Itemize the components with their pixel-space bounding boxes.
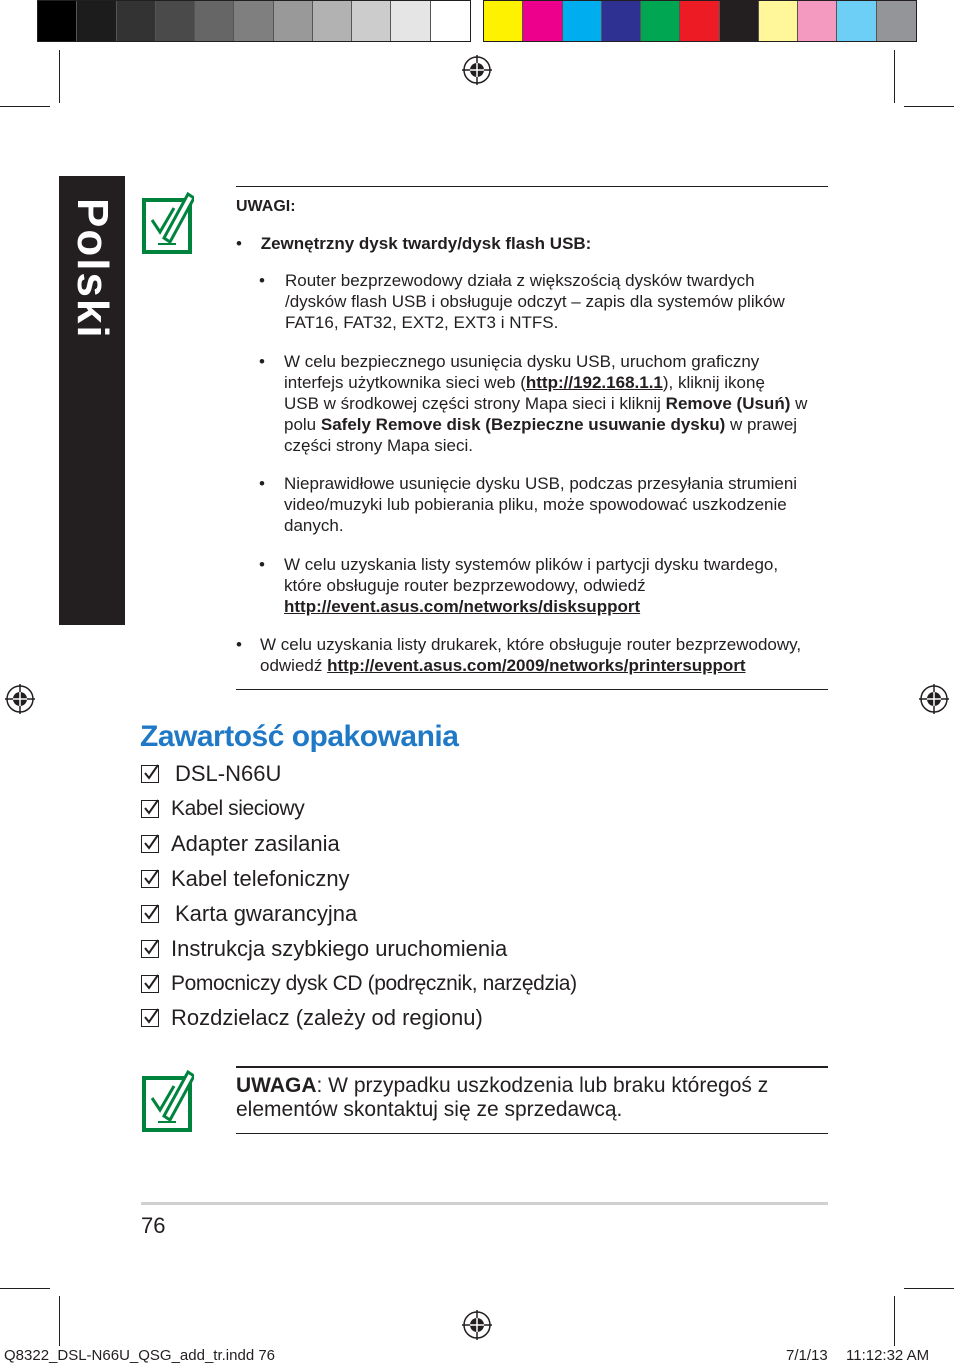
package-item-label: Karta gwarancyjna xyxy=(175,901,358,926)
text-line: FAT16, FAT32, EXT2, EXT3 i NTFS. xyxy=(285,313,559,332)
color-swatch xyxy=(563,1,602,41)
package-item xyxy=(141,760,281,788)
language-side-tab xyxy=(59,176,125,625)
crop-mark xyxy=(0,106,50,107)
package-item xyxy=(141,900,357,928)
print-time: 11:12:32 AM xyxy=(846,1347,930,1364)
color-swatch xyxy=(484,1,523,41)
color-swatch xyxy=(837,1,876,41)
color-swatch xyxy=(117,1,156,41)
print-file-info: Q8322_DSL-N66U_QSG_add_tr.indd 76 xyxy=(4,1347,276,1364)
registration-mark-icon xyxy=(919,684,949,714)
package-item xyxy=(141,935,507,963)
bullet-dot: • xyxy=(236,234,242,253)
checkbox-checked-icon xyxy=(141,835,159,853)
checkbox-checked-icon xyxy=(141,940,159,958)
crop-mark xyxy=(59,1296,60,1346)
safely-remove-label: Safely Remove disk (Bezpieczne usuwanie dysku) xyxy=(320,415,726,434)
crop-mark xyxy=(904,1288,954,1289)
package-item-label: Pomocniczy dysk CD (podręcznik, narzędzia) xyxy=(171,972,577,995)
color-swatch xyxy=(798,1,837,41)
color-swatch xyxy=(234,1,273,41)
color-swatch xyxy=(352,1,391,41)
color-swatch xyxy=(877,1,916,41)
package-item xyxy=(141,970,577,998)
registration-mark-icon xyxy=(462,55,492,85)
crop-mark xyxy=(904,106,954,107)
text-span: polu xyxy=(284,415,321,434)
page-number: 76 xyxy=(141,1213,166,1238)
sub-bullet-dot: • xyxy=(259,271,265,290)
color-swatch xyxy=(195,1,234,41)
printer-support-link[interactable]: http://event.asus.com/2009/networks/printersupport xyxy=(327,656,746,675)
crop-mark xyxy=(894,50,895,103)
language-label: Polski xyxy=(68,198,117,340)
checkbox-checked-icon xyxy=(141,800,159,818)
crop-mark xyxy=(59,50,60,103)
note-pencil-icon xyxy=(140,188,194,254)
checkbox-checked-icon xyxy=(141,870,159,888)
package-item-label: Adapter zasilania xyxy=(171,831,340,856)
package-item-label: Kabel telefoniczny xyxy=(171,866,350,891)
text-line: W celu bezpiecznego usunięcia dysku USB, uruchom graficzny xyxy=(284,352,760,371)
text-line: W celu uzyskania listy drukarek, które obsługuje router bezprzewodowy, xyxy=(260,635,802,654)
notes-bullet xyxy=(236,233,591,254)
sub-bullet-text-3 xyxy=(284,473,829,536)
color-swatch xyxy=(313,1,352,41)
package-item-label: Kabel sieciowy xyxy=(171,797,305,820)
text-line: elementów skontaktuj się ze sprzedawcą. xyxy=(236,1098,623,1121)
color-swatch xyxy=(759,1,798,41)
text-line: danych. xyxy=(284,516,344,535)
bullet-title: Zewnętrzny dysk twardy/dysk flash USB: xyxy=(260,234,592,253)
checkbox-checked-icon xyxy=(141,1009,159,1027)
color-swatch xyxy=(641,1,680,41)
text-line: Router bezprzewodowy działa z większością dysków twardych xyxy=(285,271,755,290)
text-line: Nieprawidłowe usunięcie dysku USB, podczas przesyłania strumieni xyxy=(284,474,798,493)
text-line: /dysków flash USB i obsługuje odczyt – zapis dla systemów plików xyxy=(285,292,785,311)
package-item-label: Rozdzielacz (zależy od regionu) xyxy=(171,1005,483,1030)
text-span: USB w środkowej części strony Mapa sieci i kliknij xyxy=(284,394,666,413)
package-item xyxy=(141,865,350,893)
package-item xyxy=(141,1004,483,1032)
text-span: w xyxy=(790,394,808,413)
package-item xyxy=(141,830,340,858)
warning-label: UWAGA xyxy=(236,1074,317,1097)
sub-bullet-text-4 xyxy=(284,554,829,617)
package-item-label: Instrukcja szybkiego uruchomienia xyxy=(171,936,508,961)
color-swatch xyxy=(431,1,470,41)
color-swatch xyxy=(38,1,77,41)
text-line xyxy=(260,655,830,676)
text-span: odwiedź xyxy=(260,656,328,675)
sub-bullet-text-2 xyxy=(284,351,829,456)
text-line: które obsługuje router bezprzewodowy, odwiedź xyxy=(284,576,646,595)
package-item-label: DSL-N66U xyxy=(175,761,282,786)
package-item xyxy=(141,795,304,823)
text-span: ), kliknij ikonę xyxy=(662,373,765,392)
checkbox-checked-icon xyxy=(141,905,159,923)
print-date: 7/1/13 xyxy=(786,1347,828,1364)
text-line: W celu uzyskania listy systemów plików i partycji dysku twardego, xyxy=(284,555,779,574)
notes-bullet-2 xyxy=(260,634,830,676)
text-span: w prawej xyxy=(725,415,798,434)
checkbox-checked-icon xyxy=(141,765,159,783)
crop-mark xyxy=(894,1296,895,1346)
text-line xyxy=(284,393,829,414)
sub-bullet-dot: • xyxy=(259,474,265,493)
text-span: interfejs użytkownika sieci web ( xyxy=(284,373,526,392)
package-contents-title: Zawartość opakowania xyxy=(140,720,459,753)
remove-label: Remove (Usuń) xyxy=(665,394,791,413)
disk-support-link[interactable]: http://event.asus.com/networks/disksupport xyxy=(284,597,641,616)
color-swatch xyxy=(523,1,562,41)
text-line xyxy=(284,596,829,617)
bullet-dot: • xyxy=(236,635,242,654)
text-line: video/muzyki lub pobierania pliku, może spowodować uszkodzenie xyxy=(284,495,787,514)
color-swatch xyxy=(602,1,641,41)
note-pencil-icon xyxy=(140,1066,194,1132)
checkbox-checked-icon xyxy=(141,975,159,993)
process-color-bar xyxy=(483,0,917,42)
divider xyxy=(236,1133,828,1134)
footer-rule xyxy=(141,1202,828,1205)
sub-bullet-dot: • xyxy=(259,352,265,371)
text-line: części strony Mapa sieci. xyxy=(284,436,473,455)
color-swatch xyxy=(274,1,313,41)
sub-bullet-text-1 xyxy=(285,270,825,333)
grayscale-color-bar xyxy=(37,0,471,42)
color-swatch xyxy=(391,1,430,41)
color-swatch xyxy=(77,1,116,41)
color-swatch xyxy=(720,1,759,41)
color-swatch xyxy=(680,1,719,41)
notes-heading: UWAGI: xyxy=(236,198,296,215)
text-line xyxy=(284,414,829,435)
divider xyxy=(236,186,828,187)
registration-mark-icon xyxy=(462,1310,492,1340)
divider xyxy=(236,689,828,690)
text-span: : W przypadku uszkodzenia lub braku któregoś z xyxy=(316,1074,769,1097)
color-swatch xyxy=(156,1,195,41)
text-line xyxy=(284,372,829,393)
text-line xyxy=(236,1074,826,1098)
registration-mark-icon xyxy=(5,684,35,714)
crop-mark xyxy=(0,1288,50,1289)
sub-bullet-dot: • xyxy=(259,555,265,574)
divider xyxy=(236,1066,828,1068)
warning-text xyxy=(236,1074,826,1122)
router-url-link[interactable]: http://192.168.1.1 xyxy=(525,373,663,392)
